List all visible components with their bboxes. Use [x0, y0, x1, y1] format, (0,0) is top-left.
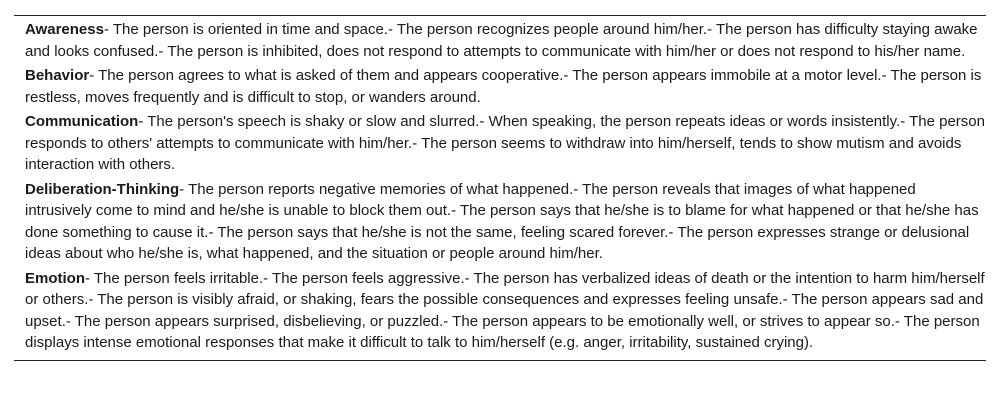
row-term: Emotion — [25, 269, 85, 287]
row-term: Communication — [25, 113, 139, 130]
row-term: Awareness — [25, 21, 104, 38]
table-row-behavior — [14, 64, 986, 109]
table-row-awareness — [14, 18, 986, 63]
table-row-emotion — [14, 267, 986, 355]
assessment-table — [14, 15, 986, 361]
row-description: - The person is oriented in time and space.- The person recognizes people around him/her.- The person has difficulty staying awake and looks confused.- The person is inhibited, does not respond to attempts to communicate with him/her or does not respond to his/her name. — [25, 21, 978, 60]
table-row-communication — [14, 110, 986, 177]
row-description: - The person's speech is shaky or slow and slurred.- When speaking, the person repeats ideas or words insistently.- The person responds to others' attempts to communicate with him/her.- The person seems to withdraw into him/herself, tends to show mutism and avoids interaction with others. — [25, 113, 985, 173]
row-term: Behavior — [25, 67, 90, 84]
row-description: - The person reports negative memories of what happened.- The person reveals that images of what happened intrusively come to mind and he/she is unable to block them out.- The person says that he/she is to blame for what happened or that he/she has done something to cause it.- The person says that he/she is not the same, feeling scared forever.- The person expresses strange or delusional ideas about who he/she is, what happened, and the situation or people around him/her. — [25, 180, 979, 262]
table-row-deliberation-thinking — [14, 178, 986, 266]
row-description: - The person feels irritable.- The person feels aggressive.- The person has verbalized ideas of death or the intention to harm him/herself or others.- The person is visibly afraid, or shaking, fears the possible consequences and expresses feeling unsafe.- The person appears sad and upset.- The person appears surprised, disbelieving, or puzzled.- The person appears to be emotionally well, or strives to appear so.- The person displays intense emotional responses that make it difficult to talk to him/herself (e.g. anger, irritability, sustained crying). — [25, 269, 985, 351]
row-description: - The person agrees to what is asked of them and appears cooperative.- The person appears immobile at a motor level.- The person is restless, moves frequently and is difficult to stop, or wanders around. — [25, 67, 982, 106]
row-term: Deliberation-Thinking — [25, 180, 180, 198]
